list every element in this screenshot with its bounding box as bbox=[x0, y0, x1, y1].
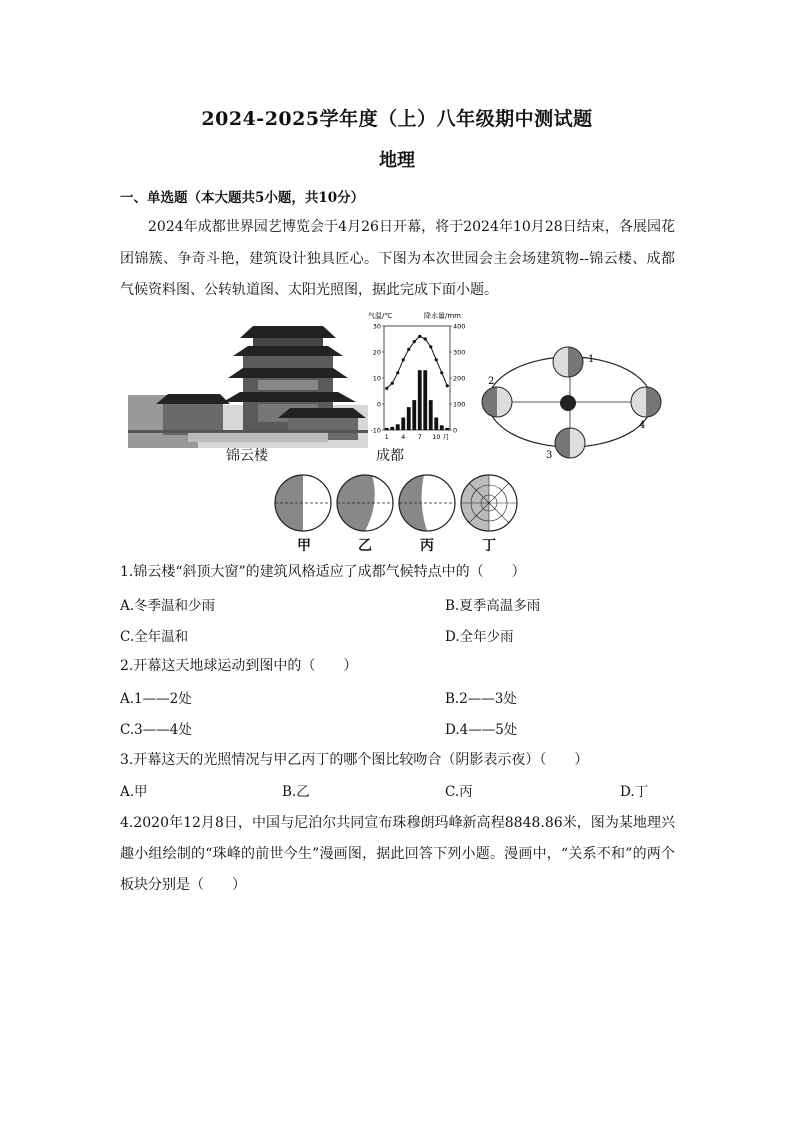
temperature-line bbox=[387, 336, 448, 388]
right-tick-label: 200 bbox=[453, 374, 466, 383]
sun-icon bbox=[560, 395, 576, 411]
precip-bar bbox=[418, 370, 422, 430]
right-axis-title: 降水量/mm bbox=[424, 312, 461, 320]
left-tick-label: 0 bbox=[376, 400, 381, 409]
earth-4-icon bbox=[631, 387, 661, 417]
temperature-point bbox=[418, 335, 421, 338]
q3-option-b[interactable]: B.乙 bbox=[282, 784, 310, 800]
temperature-point bbox=[424, 337, 427, 340]
temperature-point bbox=[446, 384, 449, 387]
building-caption: 锦云楼 bbox=[226, 448, 268, 464]
orbit-label-4: 4 bbox=[639, 420, 646, 431]
earth-3-icon bbox=[555, 428, 585, 458]
earth-1-icon bbox=[553, 347, 583, 377]
globe-label-yi: 乙 bbox=[358, 538, 372, 554]
precip-bar bbox=[440, 425, 444, 430]
climate-caption: 成都 bbox=[376, 448, 404, 464]
precip-bar bbox=[445, 428, 449, 430]
globe-jia-icon bbox=[275, 475, 331, 531]
left-tick-label: 30 bbox=[372, 322, 381, 331]
question-1-stem: 1.锦云楼“斜顶大窗”的建筑风格适应了成都气候特点中的（ ） bbox=[120, 564, 526, 580]
exam-title: 2024-2025学年度（上）八年级期中测试题 bbox=[201, 108, 593, 130]
precip-bar bbox=[434, 418, 438, 430]
temperature-point bbox=[413, 340, 416, 343]
q1-option-d[interactable]: D.全年少雨 bbox=[445, 629, 514, 645]
q1-option-c[interactable]: C.全年温和 bbox=[120, 629, 189, 645]
globe-ding-icon bbox=[461, 475, 517, 531]
precip-bar bbox=[390, 427, 394, 430]
orbit-label-3: 3 bbox=[546, 450, 553, 461]
section-heading: 一、单选题（本大题共5小题，共10分） bbox=[120, 190, 365, 206]
q3-option-a[interactable]: A.甲 bbox=[120, 784, 148, 800]
q1-option-a[interactable]: A.冬季温和少雨 bbox=[120, 598, 216, 614]
temperature-point bbox=[402, 358, 405, 361]
precip-bar bbox=[407, 407, 411, 430]
right-tick-label: 0 bbox=[453, 426, 458, 435]
globe-label-ding: 丁 bbox=[482, 538, 496, 554]
q2-option-c[interactable]: C.3——4处 bbox=[120, 722, 192, 738]
question-4-stem: 4.2020年12月8日，中国与尼泊尔共同宣布珠穆朗玛峰新高程8848.86米，图为某地理兴趣小组绘制的“珠峰的前世今生”漫画图，据此回答下列小题。漫画中，“关系不和”的两个板块分别是（ ） bbox=[120, 815, 675, 893]
precip-bar bbox=[396, 424, 400, 430]
precip-bar bbox=[429, 400, 433, 430]
left-tick-label: -10 bbox=[370, 426, 381, 435]
plot-frame bbox=[384, 326, 450, 430]
q2-option-b[interactable]: B.2——3处 bbox=[445, 691, 517, 707]
temperature-point bbox=[385, 387, 388, 390]
left-axis-title: 气温/℃ bbox=[368, 312, 393, 320]
temperature-point bbox=[407, 348, 410, 351]
globe-bing-icon bbox=[399, 475, 455, 531]
q3-option-d[interactable]: D.丁 bbox=[620, 784, 649, 800]
precip-bar bbox=[423, 370, 427, 430]
temperature-point bbox=[435, 358, 438, 361]
month-tick-label: 月 bbox=[442, 433, 450, 441]
globe-label-bing: 丙 bbox=[420, 538, 434, 554]
q2-option-d[interactable]: D.4——5处 bbox=[445, 722, 518, 738]
globes-figure bbox=[272, 472, 522, 534]
globe-yi-icon bbox=[337, 475, 393, 531]
globe-label-jia: 甲 bbox=[297, 538, 311, 554]
right-tick-label: 300 bbox=[453, 348, 466, 357]
month-tick-label: 7 bbox=[417, 433, 422, 441]
q1-option-b[interactable]: B.夏季高温多雨 bbox=[445, 598, 541, 614]
orbit-figure bbox=[476, 340, 672, 465]
month-tick-label: 10 bbox=[432, 433, 441, 441]
left-tick-label: 10 bbox=[372, 374, 381, 383]
question-2-stem: 2.开幕这天地球运动到图中的（ ） bbox=[120, 658, 358, 674]
month-tick-label: 1 bbox=[384, 433, 389, 441]
precip-bar bbox=[412, 400, 416, 430]
orbit-label-2: 2 bbox=[488, 376, 495, 387]
precip-bar bbox=[385, 428, 389, 430]
left-tick-label: 20 bbox=[372, 348, 381, 357]
subject-title: 地理 bbox=[379, 150, 415, 171]
month-tick-label: 4 bbox=[401, 433, 406, 441]
q2-option-a[interactable]: A.1——2处 bbox=[120, 691, 192, 707]
orbit-label-1: 1 bbox=[588, 354, 595, 365]
precip-bar bbox=[401, 418, 405, 430]
temperature-point bbox=[391, 382, 394, 385]
temperature-point bbox=[429, 345, 432, 348]
right-tick-label: 400 bbox=[453, 322, 466, 331]
temperature-point bbox=[440, 371, 443, 374]
q3-option-c[interactable]: C.丙 bbox=[445, 784, 473, 800]
right-tick-label: 100 bbox=[453, 400, 466, 409]
building-figure bbox=[128, 320, 368, 448]
earth-2-icon bbox=[482, 387, 512, 417]
climate-chart bbox=[364, 310, 476, 450]
temperature-point bbox=[396, 371, 399, 374]
question-3-stem: 3.开幕这天的光照情况与甲乙丙丁的哪个图比较吻合（阴影表示夜）（ ） bbox=[120, 752, 589, 768]
intro-paragraph: 2024年成都世界园艺博览会于4月26日开幕，将于2024年10月28日结束，各展园花团锦簇、争奇斗艳，建筑设计独具匠心。下图为本次世园会主会场建筑物--锦云楼、成都气候资料图、公转轨道图、太阳光照图，据此完成下面小题。 bbox=[120, 219, 675, 298]
